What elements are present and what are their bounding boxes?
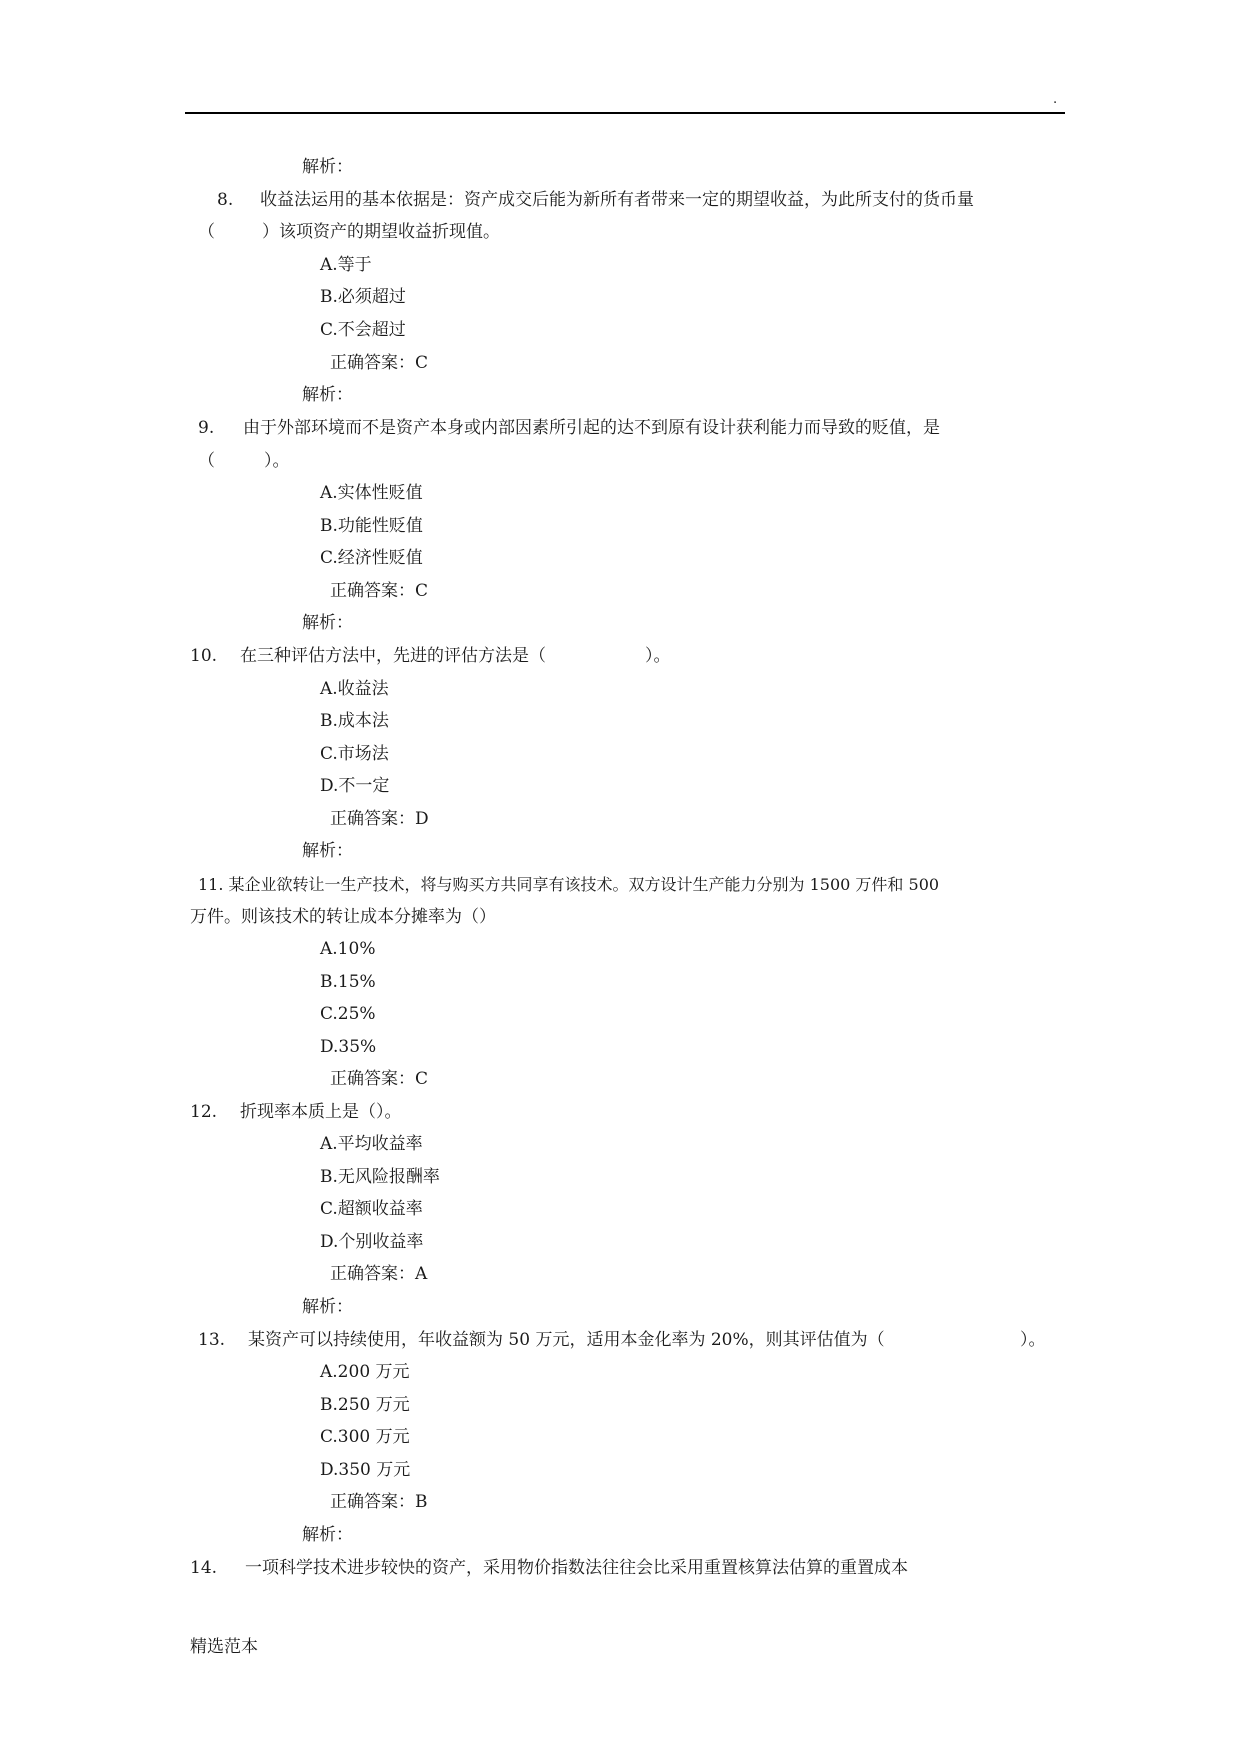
question-8-analysis: 解析： <box>302 385 353 405</box>
question-12-option-c: C.超额收益率 <box>320 1199 423 1219</box>
question-10-option-a: A.收益法 <box>320 679 389 699</box>
question-11-text-line1: 11. 某企业欲转让一生产技术，将与购买方共同享有该技术。双方设计生产能力分别为 1500 万件和 500 <box>198 875 940 894</box>
question-12-text: 折现率本质上是（）。 <box>240 1102 402 1122</box>
question-9-analysis: 解析： <box>302 613 353 633</box>
question-12-analysis: 解析： <box>302 1297 353 1317</box>
question-11-option-a: A.10% <box>320 939 376 959</box>
question-12-answer: 正确答案：A <box>330 1264 428 1284</box>
question-10-analysis: 解析： <box>302 841 353 861</box>
question-12-number: 12. <box>190 1102 218 1122</box>
question-13-option-d: D.350 万元 <box>320 1460 411 1480</box>
question-11-option-c: C.25% <box>320 1004 376 1024</box>
question-10-option-b: B.成本法 <box>320 711 389 731</box>
question-12-option-a: A.平均收益率 <box>320 1134 423 1154</box>
question-8-option-a: A.等于 <box>320 255 372 275</box>
question-13-text: 某资产可以持续使用，年收益额为 50 万元，适用本金化率为 20%，则其评估值为（ <box>248 1330 885 1350</box>
header-rule <box>185 112 1065 114</box>
question-11-answer: 正确答案：C <box>330 1069 429 1089</box>
question-12-option-d: D.个别收益率 <box>320 1232 424 1252</box>
question-10-text-end: ）。 <box>645 646 671 666</box>
question-13-option-a: A.200 万元 <box>320 1362 410 1382</box>
question-10-answer: 正确答案：D <box>330 809 429 829</box>
analysis-label: 解析： <box>302 157 353 177</box>
question-13-analysis: 解析： <box>302 1525 353 1545</box>
question-13-text-end: ）。 <box>1020 1330 1046 1350</box>
question-8-answer: 正确答案：C <box>330 353 429 373</box>
question-9-number: 9. <box>198 418 215 438</box>
question-8-blank-open: （ <box>198 222 215 242</box>
question-12-option-b: B.无风险报酬率 <box>320 1167 440 1187</box>
question-8-option-b: B.必须超过 <box>320 287 406 307</box>
question-11-option-b: B.15% <box>320 972 376 992</box>
question-8-text-line1: 收益法运用的基本依据是：资产成交后能为新所有者带来一定的期望收益，为此所支付的货币量 <box>260 190 974 210</box>
question-13-option-c: C.300 万元 <box>320 1427 410 1447</box>
question-9-option-b: B.功能性贬值 <box>320 516 423 536</box>
question-8-option-c: C.不会超过 <box>320 320 406 340</box>
question-9-text-line2: ）。 <box>264 451 290 471</box>
question-14-text: 一项科学技术进步较快的资产，采用物价指数法往往会比采用重置核算法估算的重置成本 <box>245 1558 908 1578</box>
question-10-option-c: C.市场法 <box>320 744 389 764</box>
footer-text: 精选范本 <box>190 1637 258 1657</box>
question-9-blank-open: （ <box>198 451 215 471</box>
question-14-number: 14. <box>190 1558 218 1578</box>
question-9-text-line1: 由于外部环境而不是资产本身或内部因素所引起的达不到原有设计获利能力而导致的贬值，是 <box>243 418 940 438</box>
header-dot: . <box>1053 92 1058 107</box>
question-10-text: 在三种评估方法中，先进的评估方法是（ <box>240 646 546 666</box>
question-13-option-b: B.250 万元 <box>320 1395 410 1415</box>
question-13-answer: 正确答案：B <box>330 1492 428 1512</box>
question-8-number: 8. <box>217 190 234 210</box>
question-9-option-c: C.经济性贬值 <box>320 548 423 568</box>
question-9-option-a: A.实体性贬值 <box>320 483 423 503</box>
question-11-option-d: D.35% <box>320 1037 377 1057</box>
question-13-number: 13. <box>198 1330 226 1350</box>
question-10-number: 10. <box>190 646 218 666</box>
question-10-option-d: D.不一定 <box>320 776 390 796</box>
question-9-answer: 正确答案：C <box>330 581 429 601</box>
question-11-text-line2: 万件。则该技术的转让成本分摊率为（） <box>190 907 496 927</box>
question-8-text-line2: ）该项资产的期望收益折现值。 <box>262 222 500 242</box>
